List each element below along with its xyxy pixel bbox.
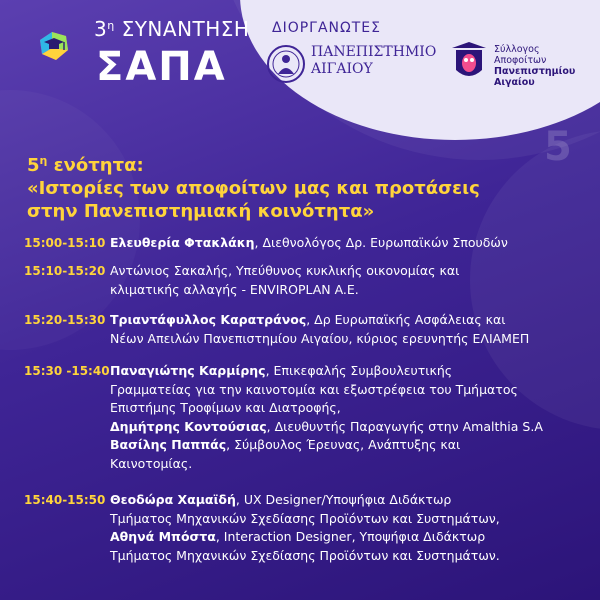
section-title-line: στην Πανεπιστημιακή κοινότητα» [27,201,375,222]
graduation-cap-icon [38,30,70,62]
speaker-name: Αθηνά Μπόστα [110,529,216,544]
edition-suffix: η [107,19,115,32]
speaker-detail: , UX Designer/Υποψήφια Διδάκτωρ [235,492,452,507]
seal-icon [266,44,306,84]
speaker-detail: , Διεθνολόγος Δρ. Ευρωπαϊκών Σπουδών [254,235,508,250]
speaker-detail: Τμήματος Μηχανικών Σχεδίασης Προϊόντων και Συστημάτων. [110,547,500,563]
speaker-name: Δημήτρης Κοντούσιας [110,418,267,434]
slot-time: 15:00-15:10 [24,236,106,250]
speaker-detail: κλιματικής αλλαγής - ENVIROPLAN A.E. [110,281,359,297]
speaker-name: Παναγιώτης Καρμίρης [110,363,266,378]
slot-time: 15:10-15:20 [24,264,106,278]
slot-speakers [110,491,594,565]
speaker-detail: , Διευθυντής Παραγωγής στην Amalthia S.A [266,418,543,434]
section-heading [27,149,480,223]
association-line: Σύλλογος [494,44,540,55]
speaker-detail: , Σύμβουλος Έρευνας, Ανάπτυξης και [226,437,461,452]
university-name-line: ΑΙΓΑΙΟΥ [311,61,373,77]
speaker-name: Θεοδώρα Χαμαϊδή [110,492,236,507]
event-edition [94,17,249,41]
speaker-detail: Καινοτομίας. [110,455,193,471]
section-label-suffix: η [39,154,48,167]
slot-speakers [110,362,594,473]
edition-word: ΣΥΝΑΝΤΗΣΗ [121,17,250,41]
speaker-detail: Επιστήμης Τροφίμων και Διατροφής, [110,400,341,415]
slot-time: 15:30 -15:40 [24,364,110,378]
slot-speakers [110,234,594,253]
speaker-detail: Τμήματος Μηχανικών Σχεδίασης Προϊόντων και Συστημάτων, [110,510,500,526]
speaker-detail: , Interaction Designer, Υποψήφια Διδάκτωρ [215,529,486,544]
edition-number: 3 [94,17,108,41]
section-number: 5 [544,124,572,170]
association-line: Αποφοίτων [494,55,547,66]
speaker-name: Βασίλης Παππάς [110,437,227,452]
speaker-detail: Αντώνιος Σακαλής, Υπεύθυνος κυκλικής οικονομίας και [110,263,460,278]
university-name [311,44,436,78]
speaker-name: Τριαντάφυλλος Καρατράνος [110,312,307,327]
slot-time: 15:40-15:50 [24,493,106,507]
association-line: Πανεπιστημίου [494,66,576,77]
section-label [27,149,480,177]
section-label-number: 5 [27,155,40,176]
graduates-association-name [494,44,575,88]
owl-icon [450,42,488,82]
speaker-detail: Νέων Απειλών Πανεπιστημίου Αιγαίου, κύριος ερευνητής ΕΛΙΑΜΕΠ [110,330,530,346]
speaker-detail: , Επικεφαλής Συμβουλευτικής [265,363,453,378]
event-title: ΣΑΠΑ [96,44,227,90]
speaker-detail: Γραμματείας για την καινοτομία και εξωστρέφεια του Τμήματος [110,381,518,397]
slot-speakers [110,262,594,299]
section-label-word: ενότητα: [53,155,144,176]
association-line: Αιγαίου [494,77,535,88]
slot-time: 15:20-15:30 [24,313,106,327]
university-name-line: ΠΑΝΕΠΙΣΤΗΜΙΟ [311,44,437,60]
speaker-name: Ελευθερία Φτακλάκη [110,235,255,250]
organizers-heading: ΔΙΟΡΓΑΝΩΤΕΣ [272,20,381,36]
slot-speakers [110,311,594,348]
speaker-detail: , Δρ Ευρωπαϊκής Ασφάλειας και [306,312,506,327]
section-title-line: «Ιστορίες των αποφοίτων μας και προτάσεις [27,178,480,199]
